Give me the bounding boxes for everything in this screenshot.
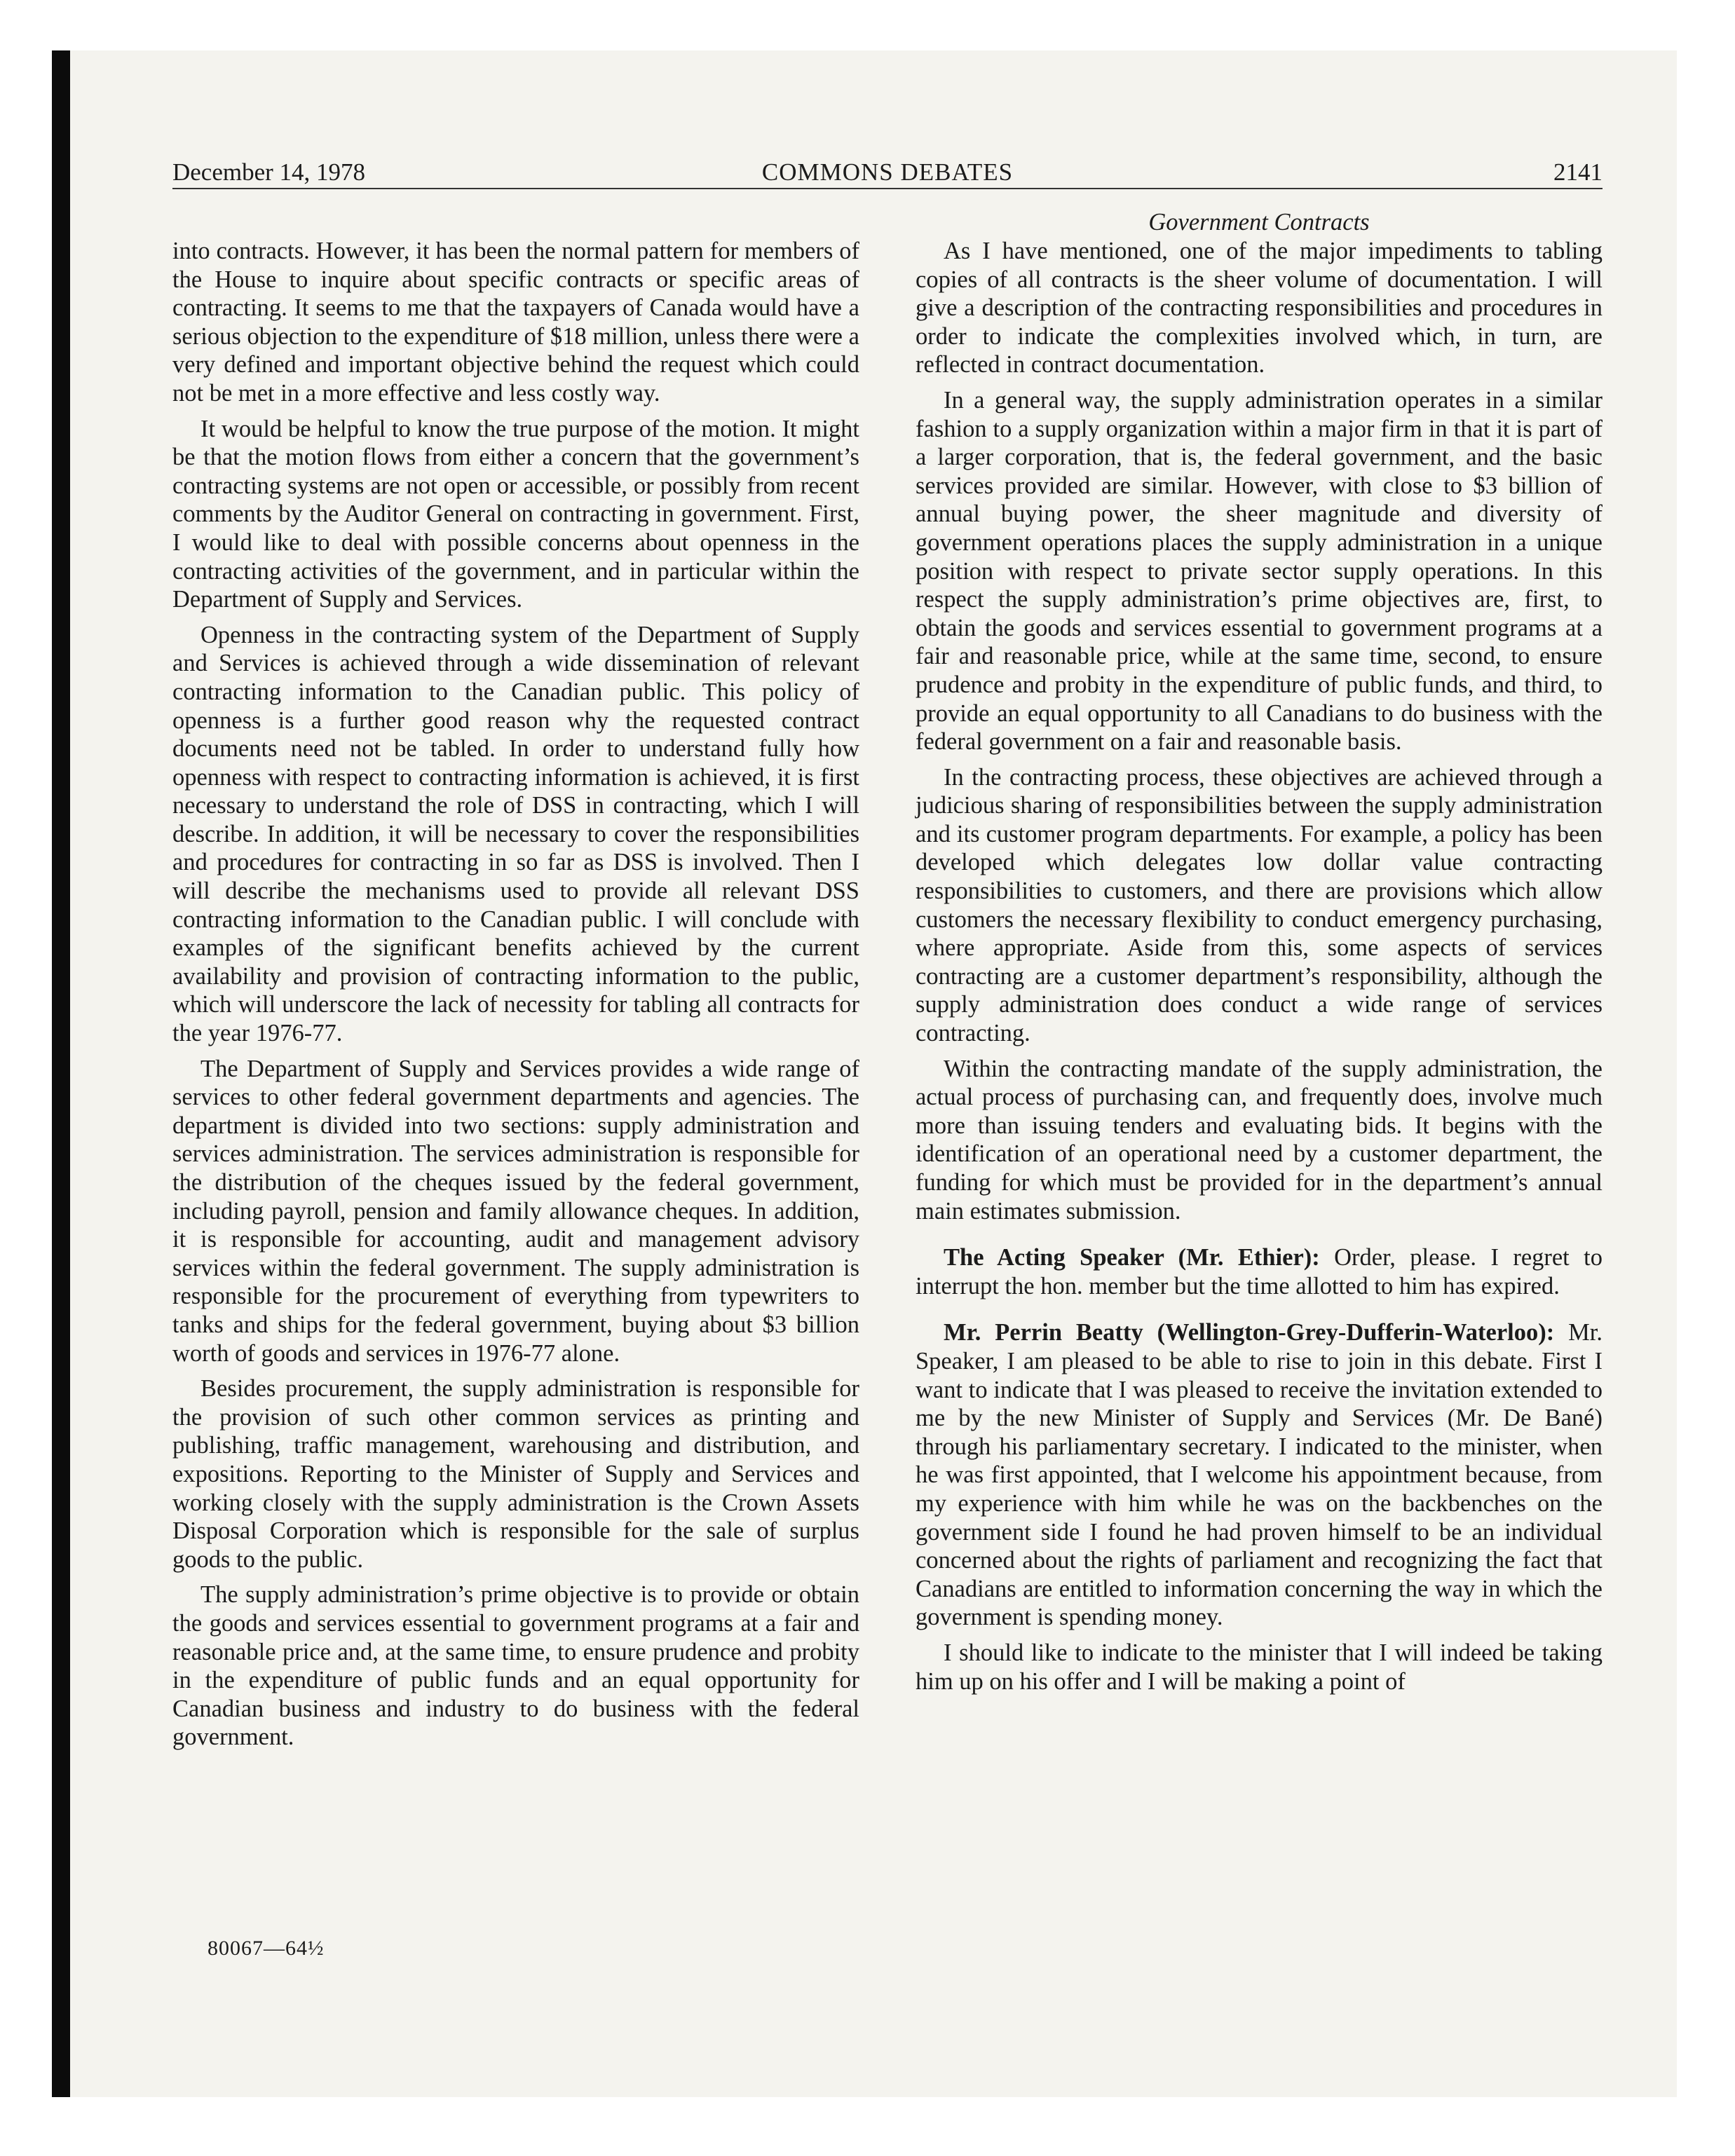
paragraph: In a general way, the supply administration operates in a similar fashion to a supply organization within a major firm in that it is part of a larger corporation, that is, the federal government, and the basic services provided are similar. However, with close to $3 billion of annual buying power, the sheer magnitude and diversity of government operations places the supply administration in a unique position with respect to private sector supply operations. In this respect the supply administration’s prime objectives are, first, to obtain the goods and services essential to government programs at a fair and reasonable price, while at the same time, second, to ensure prudence and probity in the expenditure of public funds, and third, to provide an equal opportunity to all Canadians to do business with the federal government on a fair and reasonable basis. — [916, 386, 1603, 756]
header-rule — [172, 188, 1603, 189]
speech-acting-speaker — [916, 1243, 1603, 1300]
right-column — [916, 207, 1603, 1703]
scan-edge — [52, 50, 70, 2097]
paragraph: I should like to indicate to the minister that I will indeed be taking him up on his offer and I will be making a point of — [916, 1639, 1603, 1695]
paragraph: In the contracting process, these objectives are achieved through a judicious sharing of responsibilities between the supply administration and its customer program departments. For example, a policy has been developed which delegates low dollar value contracting responsibilities to customers, and there are provisions which allow customers the necessary flexibility to conduct emergency purchasing, where appropriate. Aside from this, some aspects of services contracting are a customer department’s responsibility, although the supply administration does conduct a wide range of services contracting. — [916, 763, 1603, 1047]
section-title: Government Contracts — [1148, 209, 1370, 236]
page-header — [172, 156, 1603, 189]
speaker-name: The Acting Speaker (Mr. Ethier): — [944, 1244, 1320, 1271]
footer-code: 80067—64½ — [207, 1937, 325, 1960]
paragraph: The supply administration’s prime objective is to provide or obtain the goods and services essential to government programs at a fair and reasonable price and, at the same time, to ensure prudence and probity in the expenditure of public funds and an equal opportunity for Canadian business and industry to do business with the federal government. — [172, 1581, 859, 1751]
paragraph: Within the contracting mandate of the supply administration, the actual process of purchasing can, and frequently does, involve much more than issuing tenders and evaluating bids. It begins with the identification of an operational need by a customer department, the funding for which must be provided for in the department’s annual main estimates submission. — [916, 1055, 1603, 1224]
paragraph: The Department of Supply and Services provides a wide range of services to other federal government departments and agencies. The department is divided into two sections: supply administration and services administration. The services administration is responsible for the distribution of the cheques issued by the federal government, including payroll, pension and family allowance cheques. In addition, it is responsible for accounting, audit and management advisory services within the federal government. The supply administration is responsible for the procurement of everything from typewriters to tanks and ships for the federal government, buying about $3 billion worth of goods and services in 1976-77 alone. — [172, 1055, 859, 1367]
speech-text: Mr. Speaker, I am pleased to be able to rise to join in this debate. First I want to indicate that I was pleased to receive the invitation extended to me by the new Minister of Supply and Services (Mr. De Bané) through his parliamentary secretary. I indicated to the minister, when he was first appointed, that I welcome his appointment because, from my experience with him while he was on the backbenches on the government side I found he had proven himself to be an individual concerned about the rights of parliament and recognizing the fact that Canadians are entitled to information concerning the way in which the government is spending money. — [916, 1319, 1603, 1631]
paragraph: Besides procurement, the supply administration is responsible for the provision of such other common services as printing and publishing, traffic management, warehousing and distribution, and expositions. Reporting to the Minister of Supply and Services and working closely with the supply administration is the Crown Assets Disposal Corporation which is responsible for the sale of surplus goods to the public. — [172, 1375, 859, 1573]
left-column — [172, 237, 859, 1759]
paragraph: Openness in the contracting system of the Department of Supply and Services is achieved through a wide dissemination of relevant contracting information to the Canadian public. This policy of openness is a further good reason why the requested contract documents need not be tabled. In order to understand fully how openness with respect to contracting information is achieved, it is first necessary to understand the role of DSS in contracting, which I will describe. In addition, it will be necessary to cover the responsibilities and procedures for contracting in so far as DSS is involved. Then I will describe the mechanisms used to provide all relevant DSS contracting information to the Canadian public. I will conclude with examples of the significant benefits achieved by the current availability and provision of contracting information to the public, which will underscore the lack of necessity for tabling all contracts for the year 1976-77. — [172, 621, 859, 1047]
header-journal-title: COMMONS DEBATES — [761, 158, 1014, 186]
header-page-number: 2141 — [1553, 158, 1603, 186]
paragraph: It would be helpful to know the true purpose of the motion. It might be that the motion flows from either a concern that the government’s contracting systems are not open or accessible, or possibly from recent comments by the Auditor General on contracting in government. First, I would like to deal with possible concerns about openness in the contracting activities of the government, and in particular within the Department of Supply and Services. — [172, 415, 859, 613]
paragraph: into contracts. However, it has been the normal pattern for members of the House to inquire about specific contracts or specific areas of contracting. It seems to me that the taxpayers of Canada would have a serious objection to the expenditure of $18 million, unless there were a very defined and important objective behind the request which could not be met in a more effective and less costly way. — [172, 238, 859, 407]
speaker-name: Mr. Perrin Beatty (Wellington-Grey-Dufferin-Waterloo): — [944, 1319, 1555, 1346]
speech-text: Order, please. I regret to interrupt the hon. member but the time allotted to him has expired. — [916, 1244, 1603, 1299]
paragraph: As I have mentioned, one of the major impediments to tabling copies of all contracts is the sheer volume of documentation. I will give a description of the contracting responsibilities and procedures in order to indicate the complexities involved which, in turn, are reflected in contract documentation. — [916, 238, 1603, 378]
header-date: December 14, 1978 — [172, 158, 366, 186]
speech-perrin-beatty — [916, 1318, 1603, 1632]
